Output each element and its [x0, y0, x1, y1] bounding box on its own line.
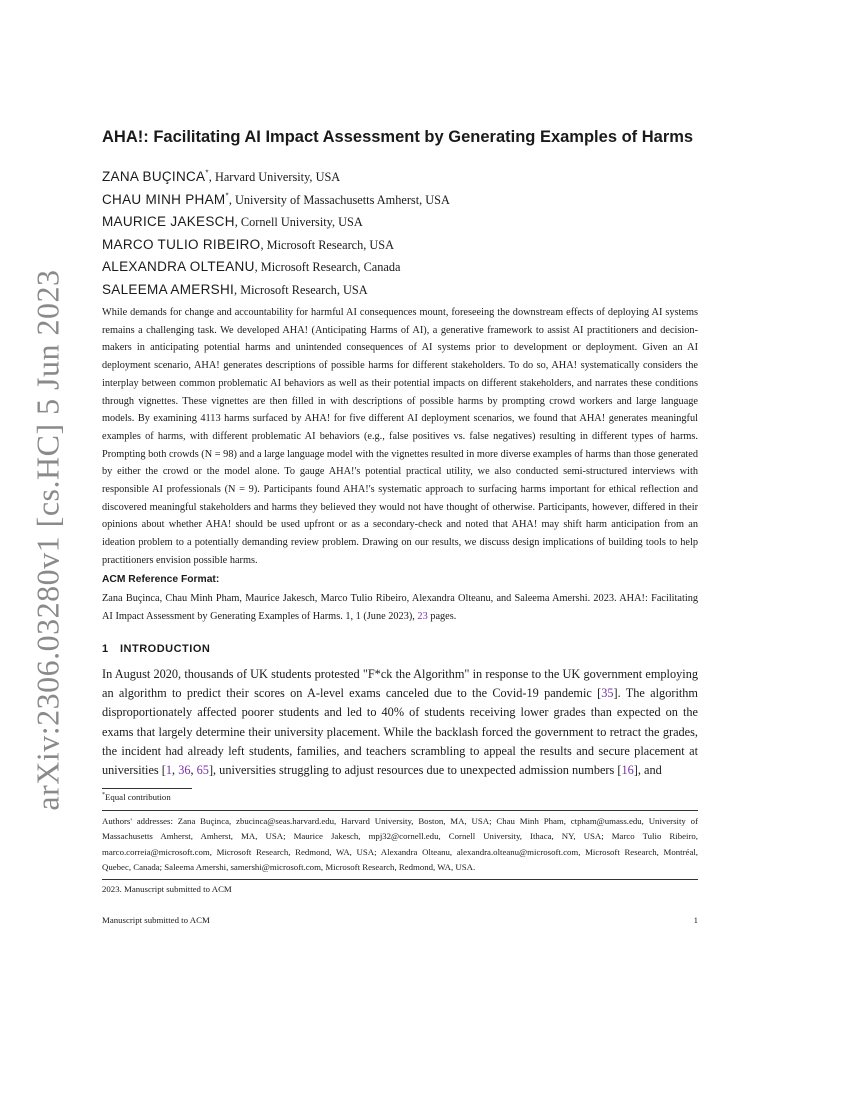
author-affiliation: , Cornell University, USA: [234, 215, 363, 229]
page-number: 1: [693, 915, 698, 925]
citation-link[interactable]: 16: [621, 763, 634, 778]
author-name: SALEEMA AMERSHI: [102, 281, 235, 297]
author-entry: [102, 256, 698, 279]
footnote-equal-contribution: *Equal contribution: [102, 792, 171, 802]
manuscript-divider: [102, 879, 698, 880]
author-affiliation: , Microsoft Research, Canada: [254, 260, 401, 274]
author-affiliation: , Microsoft Research, USA: [260, 237, 395, 252]
section-number: 1: [102, 643, 109, 655]
page-footer: [102, 915, 698, 925]
citation-link[interactable]: 35: [601, 686, 614, 701]
section-heading-introduction: [102, 643, 210, 655]
author-name: MAURICE JAKESCH: [102, 214, 235, 229]
footer-label: Manuscript submitted to ACM: [102, 915, 210, 925]
author-entry: [102, 166, 698, 189]
author-entry: [102, 211, 698, 234]
acm-reference-text: Zana Buçinca, Chau Minh Pham, Maurice Jakesch, Marco Tulio Ribeiro, Alexandra Olteanu, and Saleema Amershi. 2023. AHA!: Facilitating AI Impact Assessment by Generating Examples of Harms. 1, 1 (June 2023), 23 pages.: [102, 593, 698, 622]
pages-link[interactable]: 23: [417, 610, 428, 622]
author-name: MARCO TULIO RIBEIRO: [102, 236, 261, 252]
author-entry: [102, 189, 698, 212]
paper-title: AHA!: Facilitating AI Impact Assessment by Generating Examples of Harms: [102, 128, 694, 146]
author-affiliation: , University of Massachusetts Amherst, USA: [228, 192, 450, 207]
section-title: INTRODUCTION: [120, 643, 211, 655]
citation-link[interactable]: 1: [165, 763, 173, 778]
acm-reference-heading: ACM Reference Format:: [102, 574, 220, 585]
manuscript-note: 2023. Manuscript submitted to ACM: [102, 884, 232, 894]
author-affiliation: , Microsoft Research, USA: [234, 282, 368, 297]
author-name: ALEXANDRA OLTEANU: [102, 259, 255, 274]
author-name: ZANA BUÇINCA*: [102, 168, 209, 184]
citation-link[interactable]: 65: [196, 763, 209, 778]
arxiv-identifier-stamp: arXiv:2306.03280v1 [cs.HC] 5 Jun 2023: [29, 269, 66, 811]
addresses-divider: [102, 810, 698, 811]
author-list: [102, 166, 698, 301]
author-addresses: Authors' addresses: Zana Buçinca, zbucinca@seas.harvard.edu, Harvard University, Boston, MA, USA; Chau Minh Pham, ctpham@umass.edu, University of Massachusetts Amherst, Amherst, MA, USA; Maurice Jakesch, mpj32@cornell.edu, Cornell University, Ithaca, NY, USA; Marco Tulio Ribeiro, marco.correia@microsoft.com, Microsoft Research, Redmond, WA, USA; Alexandra Olteanu, alexandra.olteanu@microsoft.com, Microsoft Research, Montréal, Quebec, Canada; Saleema Amershi, samershi@microsoft.com, Microsoft Research, Redmond, WA, USA.: [102, 816, 698, 872]
author-name: CHAU MINH PHAM*: [102, 191, 229, 207]
abstract: While demands for change and accountability for harmful AI consequences mount, foreseeing the downstream effects of deploying AI systems remains a challenging task. We developed AHA! (Anticipating Harms of AI), a generative framework to assist AI practitioners and decision-makers in anticipating potential harms and unintended consequences of AI systems prior to development or deployment. Given an AI deployment scenario, AHA! generates descriptions of possible harms for different stakeholders. To do so, AHA! systematically considers the interplay between common problematic AI behaviors as well as their potential impacts on different stakeholders, and narrates these conditions through vignettes. These vignettes are then filled in with descriptions of possible harms by prompting crowd workers and large language models. By examining 4113 harms surfaced by AHA! for five different AI deployment scenarios, we found that AHA! generates meaningful examples of harms, with different problematic AI behaviors (e.g., false positives vs. false negatives) resulting in different types of harms. Prompting both crowds (N = 98) and a large language model with the vignettes resulted in more diverse examples of harms than those generated by either the crowd or the model alone. To gauge AHA!'s potential practical utility, we also conducted semi-structured interviews with responsible AI professionals (N = 9). Participants found AHA!'s systematic approach to surfacing harms important for ethical reflection and discovered meaningful stakeholders and harms they believed they would not have thought of otherwise. Participants, however, differed in their opinions about whether AHA! should be used upfront or as a secondary-check and noted that AHA! may shift harm anticipation from an ideation problem to a potentially demanding review problem. Drawing on our results, we discuss design implications of building tools to help practitioners envision possible harms.: [102, 307, 698, 566]
citation-link[interactable]: 36: [178, 763, 191, 778]
introduction-paragraph: In August 2020, thousands of UK students protested "F*ck the Algorithm" in response to the UK government employing an algorithm to predict their scores on A-level exams canceled due to the Covid-19 pandemic [35]. The algorithm disproportionately affected poorer students and led to 40% of students receiving lower grades than expected on the exams that largely determine their university placement. While the backlash forced the government to retract the grades, the incident had already left students, families, and teachers scrambling to appeal the results and secure placement at universities [1, 36, 65], universities struggling to adjust resources due to unexpected admission numbers [16], and: [102, 667, 698, 778]
author-affiliation: , Harvard University, USA: [208, 170, 341, 184]
footnote-divider: [102, 788, 192, 789]
author-entry: [102, 234, 698, 257]
author-entry: [102, 279, 698, 302]
